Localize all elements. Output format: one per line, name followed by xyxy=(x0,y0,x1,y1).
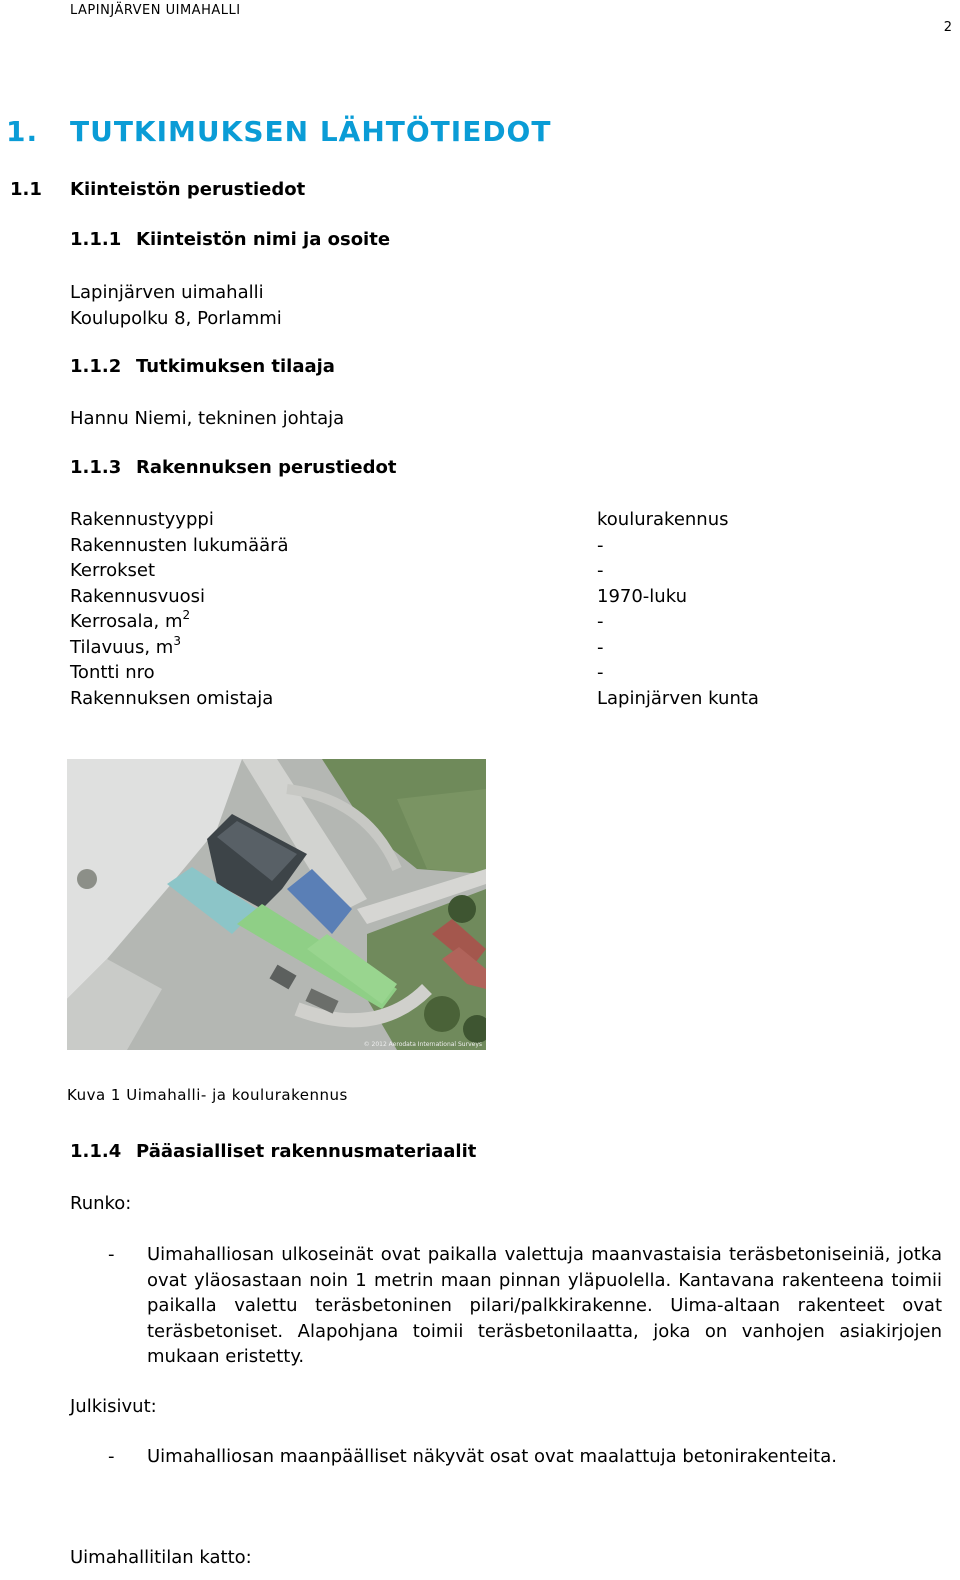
section-1-title: TUTKIMUKSEN LÄHTÖTIEDOT xyxy=(70,115,552,148)
section-1-1-4-heading xyxy=(70,1141,476,1162)
section-1-1-1-heading xyxy=(70,229,390,250)
property-name: Lapinjärven uimahalli xyxy=(70,282,264,303)
julkisivut-label: Julkisivut: xyxy=(70,1396,157,1417)
row-value: - xyxy=(597,636,604,658)
row-label: Rakennuksen omistaja xyxy=(70,687,274,709)
section-1-number: 1. xyxy=(6,115,39,148)
section-1-1-title: Kiinteistön perustiedot xyxy=(70,179,306,200)
property-address-block xyxy=(70,280,282,331)
katto-label: Uimahallitilan katto: xyxy=(70,1547,252,1568)
aerial-photo xyxy=(67,759,486,1050)
bullet-dash: - xyxy=(108,1446,115,1467)
section-1-1-3-title: Rakennuksen perustiedot xyxy=(136,457,397,478)
photo-credit: © 2012 Aerodata International Surveys xyxy=(363,1041,482,1048)
table-row xyxy=(70,686,870,712)
unit-exponent: 2 xyxy=(182,608,191,622)
section-1-1-heading xyxy=(10,179,305,200)
row-label: Tilavuus, m xyxy=(70,636,174,658)
row-value: - xyxy=(597,662,604,683)
section-1-heading xyxy=(6,115,551,148)
row-label: Kerrosala, m xyxy=(70,611,183,632)
table-row xyxy=(70,635,870,661)
property-address: Koulupolku 8, Porlammi xyxy=(70,307,282,329)
row-value: koulurakennus xyxy=(597,509,729,530)
table-row xyxy=(70,660,870,686)
table-row xyxy=(70,507,870,533)
section-1-1-4-title: Pääasialliset rakennusmateriaalit xyxy=(136,1141,477,1162)
table-row xyxy=(70,558,870,584)
row-label: Tontti nro xyxy=(70,662,155,683)
section-1-1-3-number: 1.1.3 xyxy=(70,457,122,478)
document-header-title: LAPINJÄRVEN UIMAHALLI xyxy=(70,3,241,18)
table-row xyxy=(70,584,870,610)
row-label-with-unit xyxy=(70,635,181,661)
row-label: Rakennustyyppi xyxy=(70,509,214,530)
row-label: Rakennusten lukumäärä xyxy=(70,534,289,556)
row-value: - xyxy=(597,560,604,581)
row-label-with-unit xyxy=(70,609,190,635)
row-label: Kerrokset xyxy=(70,560,156,581)
runko-label: Runko: xyxy=(70,1193,132,1214)
section-1-1-4-number: 1.1.4 xyxy=(70,1141,122,1162)
row-value: - xyxy=(597,611,604,632)
section-1-1-2-heading xyxy=(70,356,335,377)
row-value: 1970-luku xyxy=(597,585,687,607)
section-1-1-1-title: Kiinteistön nimi ja osoite xyxy=(136,229,391,250)
row-value: Lapinjärven kunta xyxy=(597,687,759,709)
julkisivut-description: Uimahalliosan maanpäälliset näkyvät osat ovat maalattuja betonirakenteita. xyxy=(147,1446,837,1467)
table-row xyxy=(70,533,870,559)
section-1-1-1-number: 1.1.1 xyxy=(70,229,122,250)
bullet-dash: - xyxy=(108,1244,115,1265)
runko-description: Uimahalliosan ulkoseinät ovat paikalla valettuja maanvastaisia teräsbetoniseiniä, jotka ovat yläosastaan noin 1 metrin maan pinnan yläpuolella. Kantavana rakenteena toimii paikalla valettu teräsbetoninen pilari/palkkirakenne. Uima-altaan rakenteet ovat teräsbetoniset. Alapohjana toimii teräsbetonilaatta, joka on vanhojen asiakirjojen mukaan eristetty. xyxy=(147,1244,942,1367)
row-value: - xyxy=(597,534,604,556)
building-info-table xyxy=(70,507,870,711)
section-1-1-2-title: Tutkimuksen tilaaja xyxy=(136,356,335,377)
section-1-1-number: 1.1 xyxy=(10,179,42,200)
figure-caption: Kuva 1 Uimahalli- ja koulurakennus xyxy=(67,1086,348,1104)
table-row xyxy=(70,609,870,635)
unit-exponent: 3 xyxy=(173,633,181,648)
section-1-1-3-heading xyxy=(70,457,396,478)
section-1-1-2-number: 1.1.2 xyxy=(70,356,122,377)
client-name: Hannu Niemi, tekninen johtaja xyxy=(70,408,345,429)
page-number: 2 xyxy=(943,20,952,35)
row-label: Rakennusvuosi xyxy=(70,585,206,607)
